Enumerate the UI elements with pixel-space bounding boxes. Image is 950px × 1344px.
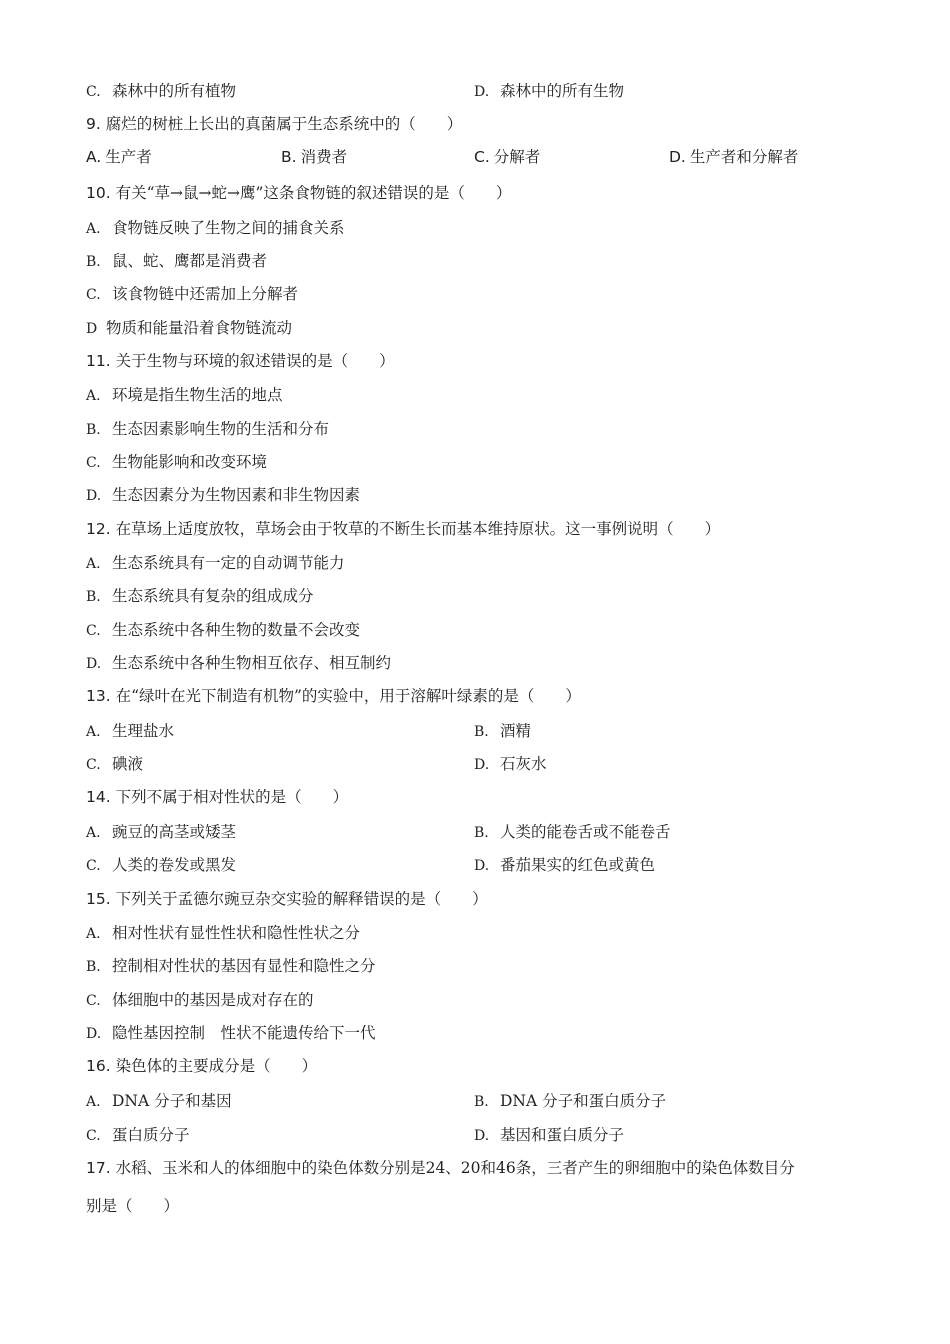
q12-option-c xyxy=(86,620,360,641)
option-label: A. xyxy=(86,825,101,841)
question-stem: 别是（ ） xyxy=(86,1197,180,1215)
option-label: D. xyxy=(669,148,686,166)
option-text: 森林中的所有生物 xyxy=(500,82,625,100)
option-label: C. xyxy=(86,757,101,773)
question-11 xyxy=(86,351,395,371)
option-label: C. xyxy=(86,455,101,471)
option-text: 相对性状有显性性状和隐性性状之分 xyxy=(112,924,361,942)
question-16 xyxy=(86,1056,317,1076)
q10-option-b xyxy=(86,251,267,272)
option-text: 碘液 xyxy=(112,755,144,773)
q12-option-d xyxy=(86,653,391,674)
option-text: 生物能影响和改变环境 xyxy=(112,453,268,471)
q10-option-c xyxy=(86,284,298,305)
option-text: 人类的能卷舌或不能卷舌 xyxy=(500,823,671,841)
option-text: 该食物链中还需加上分解者 xyxy=(112,285,299,303)
option-label: A. xyxy=(86,1094,101,1110)
option-text: 生产者和分解者 xyxy=(689,148,799,166)
question-14 xyxy=(86,787,348,807)
option-text: 森林中的所有植物 xyxy=(112,82,237,100)
option-label: B. xyxy=(474,825,489,841)
question-stem: 在草场上适度放牧，草场会由于牧草的不断生长而基本维持原状。这一事例说明（ ） xyxy=(110,520,721,538)
option-text: DNA 分子和蛋白质分子 xyxy=(500,1092,667,1110)
question-number: 9. xyxy=(86,115,101,133)
q16-option-b xyxy=(474,1091,666,1112)
q14-option-b xyxy=(474,822,671,843)
q14-option-c xyxy=(86,855,236,876)
option-label: C. xyxy=(86,858,101,874)
option-text: 豌豆的高茎或矮茎 xyxy=(112,823,237,841)
question-stem: 腐烂的树桩上长出的真菌属于生态系统中的（ ） xyxy=(100,115,463,133)
q16-option-c xyxy=(86,1125,190,1146)
question-number: 11. xyxy=(86,352,111,370)
option-text: 番茄果实的红色或黄色 xyxy=(500,856,656,874)
question-17 xyxy=(86,1158,795,1178)
option-label: D. xyxy=(474,84,490,100)
option-text: 隐性基因控制 性状不能遗传给下一代 xyxy=(112,1024,376,1042)
option-text: 蛋白质分子 xyxy=(112,1126,190,1144)
option-label: A. xyxy=(86,148,102,166)
option-text: 分解者 xyxy=(493,148,541,166)
option-label: C. xyxy=(86,993,101,1009)
question-number: 16. xyxy=(86,1057,111,1075)
question-stem: 有关“草→鼠→蛇→鹰”这条食物链的叙述错误的是（ ） xyxy=(110,184,512,202)
option-label: C. xyxy=(474,148,490,166)
option-label: A. xyxy=(86,556,101,572)
question-number: 17. xyxy=(86,1159,111,1177)
option-text: 控制相对性状的基因有显性和隐性之分 xyxy=(112,957,376,975)
option-label: B. xyxy=(474,1094,489,1110)
option-text: DNA 分子和基因 xyxy=(112,1092,232,1110)
q9-option-c xyxy=(474,147,540,167)
question-number: 14. xyxy=(86,788,111,806)
option-text: 人类的卷发或黑发 xyxy=(112,856,237,874)
q12-option-b xyxy=(86,586,314,607)
question-stem: 关于生物与环境的叙述错误的是（ ） xyxy=(110,352,395,370)
option-text: 基因和蛋白质分子 xyxy=(500,1126,625,1144)
question-number: 13. xyxy=(86,687,111,705)
q15-option-a xyxy=(86,923,360,944)
option-label: D. xyxy=(86,1026,102,1042)
option-text: 酒精 xyxy=(500,722,532,740)
q14-option-a xyxy=(86,822,236,843)
q13-option-d xyxy=(474,754,547,775)
question-9 xyxy=(86,114,462,134)
option-label: C. xyxy=(86,1128,101,1144)
question-stem: 下列关于孟德尔豌豆杂交实验的解释错误的是（ ） xyxy=(110,890,488,908)
question-number: 12. xyxy=(86,520,111,538)
q8-option-d xyxy=(474,81,624,102)
option-text: 生态系统具有复杂的组成成分 xyxy=(112,587,314,605)
q11-option-a xyxy=(86,385,283,406)
q16-option-a xyxy=(86,1091,232,1112)
question-17-continued xyxy=(86,1196,179,1216)
q10-option-d xyxy=(86,318,292,339)
q11-option-c xyxy=(86,452,267,473)
q13-option-b xyxy=(474,721,531,742)
q15-option-c xyxy=(86,990,314,1011)
option-text: 环境是指生物生活的地点 xyxy=(112,386,283,404)
option-label: C. xyxy=(86,623,101,639)
question-stem: 下列不属于相对性状的是（ ） xyxy=(110,788,349,806)
question-10 xyxy=(86,183,511,203)
option-label: D. xyxy=(86,656,102,672)
q9-option-b xyxy=(281,147,347,167)
question-13 xyxy=(86,686,581,706)
q10-option-a xyxy=(86,218,345,239)
q13-option-c xyxy=(86,754,143,775)
q13-option-a xyxy=(86,721,174,742)
option-text: 食物链反映了生物之间的捕食关系 xyxy=(112,219,345,237)
q9-option-d xyxy=(669,147,798,167)
question-stem: 在“绿叶在光下制造有机物”的实验中，用于溶解叶绿素的是（ ） xyxy=(110,687,581,705)
option-text: 生产者 xyxy=(105,148,152,166)
q11-option-d xyxy=(86,485,360,506)
option-text: 鼠、蛇、鹰都是消费者 xyxy=(112,252,268,270)
option-label: C. xyxy=(86,287,101,303)
q8-option-c xyxy=(86,81,236,102)
option-label: D xyxy=(86,321,98,337)
option-label: B. xyxy=(86,422,101,438)
option-label: D. xyxy=(474,1128,490,1144)
q14-option-d xyxy=(474,855,655,876)
option-text: 体细胞中的基因是成对存在的 xyxy=(112,991,314,1009)
question-12 xyxy=(86,519,720,539)
option-text: 石灰水 xyxy=(500,755,547,773)
question-number: 15. xyxy=(86,890,111,908)
q15-option-d xyxy=(86,1023,376,1044)
option-label: A. xyxy=(86,388,101,404)
option-label: D. xyxy=(474,858,490,874)
question-15 xyxy=(86,889,488,909)
option-label: D. xyxy=(86,488,102,504)
option-label: C. xyxy=(86,84,101,100)
q9-option-a xyxy=(86,147,152,167)
option-label: D. xyxy=(474,757,490,773)
option-text: 生态因素分为生物因素和非生物因素 xyxy=(112,486,361,504)
option-label: B. xyxy=(86,589,101,605)
option-text: 物质和能量沿着食物链流动 xyxy=(106,319,293,337)
q12-option-a xyxy=(86,553,345,574)
option-label: B. xyxy=(474,724,489,740)
option-label: B. xyxy=(281,148,297,166)
option-text: 生态系统中各种生物的数量不会改变 xyxy=(112,621,361,639)
option-label: A. xyxy=(86,724,101,740)
option-text: 消费者 xyxy=(300,148,348,166)
question-stem: 染色体的主要成分是（ ） xyxy=(110,1057,318,1075)
option-label: A. xyxy=(86,221,101,237)
q11-option-b xyxy=(86,419,329,440)
option-text: 生理盐水 xyxy=(112,722,175,740)
option-text: 生态系统中各种生物相互依存、相互制约 xyxy=(112,654,392,672)
option-label: B. xyxy=(86,959,101,975)
option-label: A. xyxy=(86,926,101,942)
option-label: B. xyxy=(86,254,101,270)
option-text: 生态系统具有一定的自动调节能力 xyxy=(112,554,345,572)
q15-option-b xyxy=(86,956,376,977)
q16-option-d xyxy=(474,1125,624,1146)
question-stem: 水稻、玉米和人的体细胞中的染色体数分别是24、20和46条，三者产生的卵细胞中的染色体数目分 xyxy=(110,1159,795,1177)
question-number: 10. xyxy=(86,184,111,202)
option-text: 生态因素影响生物的生活和分布 xyxy=(112,420,330,438)
